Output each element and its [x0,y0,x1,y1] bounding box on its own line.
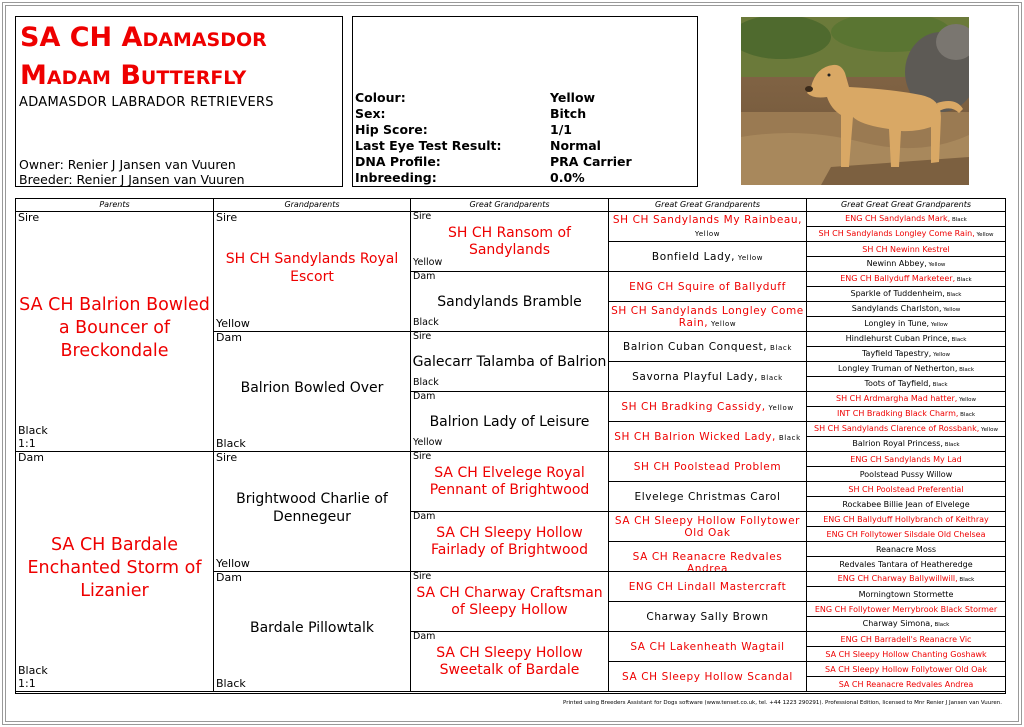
dog-name-text: Balrion Cuban Conquest, [623,340,768,353]
sex-value: Bitch [550,106,587,121]
gg-grandparents-cell [609,332,807,362]
coat-colour: Black [930,382,948,388]
dog-name-text: SH CH Sandylands Longley Come Rain, [818,229,975,238]
header-great-grandparents: Great Grandparents [411,199,609,212]
dog-name-text: Morningtown Stormette [858,589,954,599]
dam-label: Dam [413,632,436,642]
coat-colour: Yellow [694,230,721,238]
dog-name-text: ENG CH Barradell's Reanacre Vic [840,634,972,644]
dog-name [807,214,1005,225]
coat-colour: Yellow [708,319,737,328]
dog-name [609,461,806,473]
sire-label: Sire [18,212,40,224]
ggg-grandparents-cell [807,542,1005,557]
dog-name [807,424,1005,435]
coat-colour: Yellow [931,352,951,358]
dog-name [609,641,806,653]
coat-colour: Black [767,343,792,352]
coat-colour: Yellow [413,257,443,268]
sire-label: Sire [413,452,432,462]
dog-name [807,665,1005,675]
dog-name [609,671,806,683]
dog-name-text: Bonfield Lady, [651,250,736,263]
dog-name [16,294,213,363]
ggg-grandparents-cell [807,332,1005,347]
inbreeding-label: Inbreeding: [355,170,437,185]
dog-name [411,225,608,259]
gg-grandparents-cell [609,452,807,482]
dog-name-text: Longley Truman of Netherton, [837,364,958,373]
dog-name [807,470,1005,480]
dog-name [807,245,1005,255]
dog-name-text: SA CH Sleepy Hollow Follytower Old Oak [825,664,987,674]
dog-name-text: ENG CH Squire of Ballyduff [629,281,786,293]
grandparents-cell [214,572,411,692]
dog-name [214,490,410,526]
ggg-grandparents-cell [807,392,1005,407]
parents-cell [16,452,214,692]
inbreeding-value: 0.0% [550,170,585,185]
hip-score: 1:1 [18,677,36,690]
dog-name-text: Reanacre Moss [875,544,937,554]
dog-name [807,229,1005,240]
sire-label: Sire [216,452,238,464]
coat-colour: Black [413,377,439,388]
dog-name-text: SA CH Elvelege Royal Pennant of Brightwood [429,465,590,498]
dog-name [411,585,608,619]
ggg-grandparents-cell [807,572,1005,587]
coat-colour: Black [18,664,48,677]
dog-name [609,515,806,539]
dog-name [609,341,806,354]
grandparents-cell [214,332,411,452]
hip-score: 1:1 [18,437,36,450]
dog-name-text: Sandylands Bramble [437,293,582,310]
dog-name-text: Sparkle of Tuddenheim, [850,289,945,298]
dog-name-text: ENG CH Sandylands My Lad [850,454,962,464]
gg-grandparents-cell [609,542,807,572]
dog-name [807,590,1005,600]
sire-label: Sire [216,212,238,224]
eye-test-value: Normal [550,138,601,153]
coat-colour: Yellow [929,322,948,328]
ggg-grandparents-cell [807,227,1005,242]
dog-name [411,354,608,371]
coat-colour: Black [776,433,801,442]
dog-name [411,414,608,431]
gg-grandparents-cell [609,662,807,692]
dog-name-text: ENG CH Ballyduff Hollybranch of Keithray [823,514,989,524]
dog-name-text: SA CH Bardale Enchanted Storm of Lizanier [27,534,202,601]
coat-colour: Black [18,424,48,437]
ggg-grandparents-cell [807,422,1005,437]
dog-name-text: Balrion Lady of Leisure [429,413,590,430]
dog-name-text: SH CH Poolstead Preferential [848,484,964,494]
header-grandparents: Grandparents [214,199,411,212]
ggg-grandparents-cell [807,677,1005,692]
ggg-grandparents-cell [807,377,1005,392]
dog-name-text: SA CH Lakenheath Wagtail [630,641,785,653]
header-gg-grandparents: Great Great Grandparents [609,199,807,212]
dog-name [807,289,1005,300]
dog-name-text: Charway Simona, [862,619,933,628]
gg-grandparents-cell [609,302,807,332]
dog-name-text: Savorna Playful Lady, [632,370,759,383]
ggg-grandparents-cell [807,272,1005,287]
great-grandparents-cell [411,572,609,632]
sire-label: Sire [413,572,432,582]
great-grandparents-cell [411,212,609,272]
coat-colour: Yellow [979,427,998,433]
kennel-name: ADAMASDOR LABRADOR RETRIEVERS [19,95,274,110]
dna-profile-value: PRA Carrier [550,154,632,169]
ggg-grandparents-cell [807,662,1005,677]
dam-label: Dam [216,572,242,584]
dam-label: Dam [413,512,436,522]
dog-photo [741,17,969,185]
dog-name [807,379,1005,390]
dog-name-text: SH CH Bradking Cassidy, [621,400,766,413]
gg-grandparents-cell [609,482,807,512]
hip-score-label: Hip Score: [355,122,428,137]
dog-name-text: SH CH Sandylands Longley Come Rain, [611,304,804,329]
ggg-grandparents-cell [807,602,1005,617]
dog-name-text: Toots of Tayfield, [864,379,931,388]
dog-name [807,349,1005,360]
coat-colour: Black [413,317,439,328]
great-grandparents-cell [411,632,609,692]
colour-value: Yellow [550,90,596,105]
dog-name-text: SA CH Reanacre Redvales Andrea [632,551,783,572]
coat-colour: Black [216,437,246,450]
dog-name-text: Redvales Tantara of Heatheredge [839,559,973,569]
owner-text: Owner: Renier J Jansen van Vuuren [19,157,236,172]
dog-name [807,650,1005,660]
dog-name [807,605,1005,615]
gg-grandparents-cell [609,362,807,392]
dog-name-line2: Madam Butterfly [20,60,247,91]
ggg-grandparents-cell [807,362,1005,377]
ggg-grandparents-cell [807,632,1005,647]
gg-grandparents-cell [609,392,807,422]
dog-name-text: SA CH Sleepy Hollow Fairlady of Brightwood [431,525,588,558]
coat-colour: Black [957,367,975,373]
ggg-grandparents-cell [807,557,1005,572]
great-grandparents-cell [411,332,609,392]
dog-name [609,305,806,330]
dog-name [807,259,1005,270]
coat-colour: Yellow [413,437,443,448]
dog-name-text: SA CH Sleepy Hollow Follytower Old Oak [614,515,801,539]
coat-colour: Black [944,292,962,298]
sex-label: Sex: [355,106,386,121]
coat-colour: Yellow [765,403,794,412]
coat-colour: Yellow [974,232,994,238]
dog-name [807,560,1005,570]
dog-name-text: SH CH Balrion Wicked Lady, [614,430,776,443]
ggg-grandparents-cell [807,452,1005,467]
dog-name [609,251,806,264]
coat-colour: Black [932,622,950,628]
great-grandparents-cell [411,272,609,332]
dog-name [807,409,1005,420]
coat-colour: Black [955,277,972,283]
ggg-grandparents-cell [807,467,1005,482]
dog-name [411,645,608,679]
dog-name-text: Newinn Abbey, [866,259,927,268]
dog-name [609,281,806,293]
dog-name [807,455,1005,465]
gg-grandparents-cell [609,272,807,302]
ggg-grandparents-cell [807,287,1005,302]
dog-name [609,214,806,240]
dog-name-text: INT CH Bradking Black Charm, [836,409,959,418]
header-parents: Parents [16,199,214,212]
dog-name [807,485,1005,495]
great-grandparents-cell [411,452,609,512]
grandparents-cell [214,212,411,332]
info-panel [352,16,698,187]
dog-name-text: SA CH Reanacre Redvales Andrea [838,679,974,689]
dog-name [807,574,1005,585]
pedigree-table [15,198,1006,694]
gg-grandparents-cell [609,572,807,602]
dog-name-text: Galecarr Talamba of Balrion [412,353,607,370]
dog-name [214,619,410,637]
dog-name-text: Hindlehurst Cuban Prince, [845,334,950,343]
dog-name [807,530,1005,540]
dog-name-text: ENG CH Lindall Mastercraft [628,581,787,593]
dog-name [411,465,608,499]
dog-name-text: Bardale Pillowtalk [250,620,374,636]
dog-name-text: SH CH Sandylands Royal Escort [225,251,399,285]
ggg-grandparents-cell [807,647,1005,662]
dog-name [807,394,1005,405]
ggg-grandparents-cell [807,527,1005,542]
footer-note: Printed using Breeders Assistant for Dogs software (www.tenset.co.uk, tel. +44 1223 290291). Professional Edition, licensed to Mnr Renier J Jansen van Vuuren. [562,700,1002,706]
dog-name-text: ENG CH Charway Ballywillwill, [837,574,958,583]
ggg-grandparents-cell [807,617,1005,632]
coat-colour: Yellow [957,397,977,403]
hip-score-value: 1/1 [550,122,572,137]
ggg-grandparents-cell [807,317,1005,332]
gg-grandparents-cell [609,422,807,452]
gg-grandparents-cell [609,512,807,542]
title-panel [15,16,343,187]
dog-name-text: Brightwood Charlie of Dennegeur [236,491,388,525]
great-grandparents-cell [411,392,609,452]
dog-name-text: SH CH Sandylands Clarence of Rossbank, [814,424,980,433]
great-grandparents-cell [411,512,609,572]
dog-name [807,364,1005,375]
dog-name-text: ENG CH Ballyduff Marketeer, [840,274,956,283]
dna-profile-label: DNA Profile: [355,154,441,169]
dog-name-text: Balrion Royal Princess, [852,439,943,448]
coat-colour: Black [216,677,246,690]
dog-name-line1: SA CH Adamasdor [20,22,267,53]
dog-name-text: ENG CH Follytower Silsdale Old Chelsea [826,529,986,539]
dog-name-text: ENG CH Follytower Merrybrook Black Stormer [814,604,998,614]
breeder-text: Breeder: Renier J Jansen van Vuuren [19,172,245,187]
ggg-grandparents-cell [807,407,1005,422]
dog-name [411,294,608,311]
dog-name-text: Tayfield Tapestry, [861,349,932,358]
dog-name-text: SH CH Ardmargha Mad hatter, [835,394,958,403]
ggg-grandparents-cell [807,302,1005,317]
ggg-grandparents-cell [807,587,1005,602]
coat-colour: Yellow [216,317,250,330]
dog-name-text: SA CH Sleepy Hollow Scandal [622,671,793,683]
coat-colour: Yellow [216,557,250,570]
dog-name-text: Poolstead Pussy Willow [859,469,953,479]
dog-name-text: SH CH Newinn Kestrel [862,244,950,254]
dog-name [16,534,213,603]
dog-name-text: SA CH Balrion Bowled a Bouncer of Breckondale [19,294,210,361]
dog-name [609,431,806,444]
ggg-grandparents-cell [807,257,1005,272]
dog-name [214,250,410,286]
coat-colour: Yellow [926,262,946,268]
dog-name-text: SH CH Poolstead Problem [633,461,782,473]
dog-name [609,401,806,414]
dog-name-text: Balrion Bowled Over [240,380,384,396]
dog-name [807,619,1005,630]
ggg-grandparents-cell [807,212,1005,227]
dog-name-text: Sandylands Charlston, [851,304,942,313]
sire-label: Sire [413,332,432,342]
dog-name-text: Rockabee Billie Jean of Elvelege [842,499,970,509]
coat-colour: Black [949,337,967,343]
dam-label: Dam [413,272,436,282]
coat-colour: Black [758,373,783,382]
dog-name [609,581,806,593]
coat-colour: Black [950,217,967,223]
grandparents-cell [214,452,411,572]
dog-name [807,334,1005,345]
dam-label: Dam [18,452,44,464]
dog-name [609,491,806,503]
dog-name [609,611,806,623]
dog-name [807,304,1005,315]
dog-name [807,545,1005,555]
parents-cell [16,212,214,452]
coat-colour: Black [942,442,960,448]
dog-name-text: SH CH Ransom of Sandylands [448,225,571,258]
colour-label: Colour: [355,90,406,105]
sire-label: Sire [413,212,432,222]
coat-colour: Black [957,577,975,583]
coat-colour: Yellow [735,253,764,262]
gg-grandparents-cell [609,602,807,632]
dam-label: Dam [413,392,436,402]
dog-name [807,680,1005,690]
gg-grandparents-cell [609,632,807,662]
eye-test-label: Last Eye Test Result: [355,138,502,153]
gg-grandparents-cell [609,212,807,242]
dog-name [807,515,1005,525]
dog-name [807,319,1005,330]
dog-name-text: Charway Sally Brown [646,611,769,623]
ggg-grandparents-cell [807,242,1005,257]
coat-colour: Yellow [941,307,961,313]
dog-name-text: SA CH Sleepy Hollow Chanting Goshawk [825,649,987,659]
dog-name [807,274,1005,285]
dog-name-text: Longley in Tune, [864,319,930,328]
dog-name [609,551,806,572]
dog-name [411,525,608,559]
dog-name [807,635,1005,645]
dog-name [214,379,410,397]
gg-grandparents-cell [609,242,807,272]
dam-label: Dam [216,332,242,344]
dog-name-text: SA CH Sleepy Hollow Sweetalk of Bardale [436,645,583,678]
ggg-grandparents-cell [807,437,1005,452]
dog-name [807,500,1005,510]
dog-name [807,439,1005,450]
ggg-grandparents-cell [807,347,1005,362]
dog-name-text: SH CH Sandylands My Rainbeau, [612,214,803,226]
dog-name-text: SA CH Charway Craftsman of Sleepy Hollow [416,585,603,618]
dog-name-text: Elvelege Christmas Carol [634,491,781,503]
dog-name [609,371,806,384]
coat-colour: Black [958,412,976,418]
ggg-grandparents-cell [807,512,1005,527]
ggg-grandparents-cell [807,482,1005,497]
dog-name-text: ENG CH Sandylands Mark, [845,214,951,223]
ggg-grandparents-cell [807,497,1005,512]
header-ggg-grandparents: Great Great Great Grandparents [807,199,1005,212]
